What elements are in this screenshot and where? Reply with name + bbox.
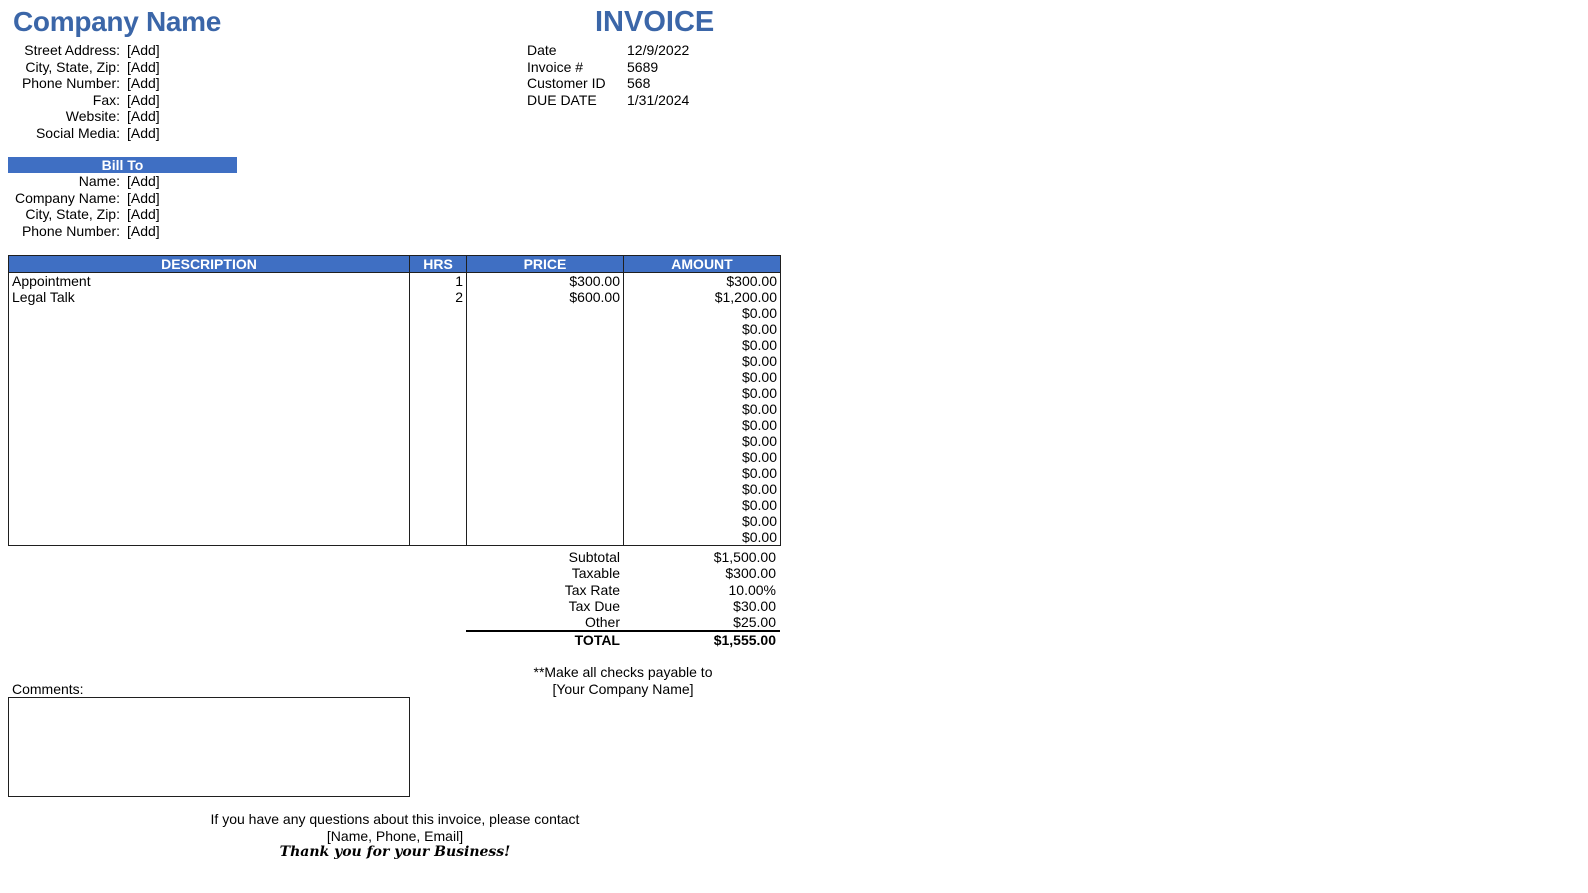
cell-description	[9, 337, 410, 353]
invoice-meta-label: DUE DATE	[527, 91, 597, 108]
company-info-row	[0, 59, 260, 75]
invoice-meta-value: 568	[627, 75, 651, 91]
cell-amount: $0.00	[624, 305, 781, 321]
cell-description	[9, 305, 410, 321]
table-row	[9, 513, 781, 529]
checks-note-line2: [Your Company Name]	[552, 680, 694, 697]
bill-to-row	[0, 223, 260, 239]
cell-description	[9, 529, 410, 546]
table-header-row	[9, 256, 781, 273]
cell-amount: $0.00	[624, 433, 781, 449]
cell-description	[9, 513, 410, 529]
company-info-value: [Add]	[127, 91, 160, 108]
checks-note	[466, 664, 780, 697]
cell-price	[467, 417, 624, 433]
cell-price	[467, 481, 624, 497]
cell-hrs	[410, 401, 467, 417]
summary-label: Other	[584, 614, 620, 631]
cell-price	[467, 497, 624, 513]
summary-value: $300.00	[725, 565, 776, 582]
bill-to-label: Phone Number:	[21, 222, 120, 239]
company-name: Company Name	[13, 6, 222, 37]
invoice-meta-label: Invoice #	[527, 58, 584, 75]
table-row	[9, 305, 781, 321]
total-row	[466, 632, 780, 648]
cell-hrs	[410, 385, 467, 401]
cell-description	[9, 449, 410, 465]
cell-amount: $0.00	[624, 417, 781, 433]
column-header-description: DESCRIPTION	[9, 256, 410, 273]
cell-price	[467, 337, 624, 353]
table-row	[9, 449, 781, 465]
cell-hrs	[410, 513, 467, 529]
company-info-label: Fax:	[92, 91, 120, 108]
company-info-row	[0, 125, 260, 141]
bill-to-label: Name:	[78, 173, 120, 189]
company-info-label: Phone Number:	[21, 75, 120, 91]
footer	[150, 811, 640, 861]
bill-to-value: [Add]	[127, 189, 160, 206]
bill-to-value: [Add]	[127, 206, 160, 222]
cell-hrs	[410, 433, 467, 449]
company-info-row	[0, 108, 260, 124]
table-body	[9, 273, 781, 546]
invoice-meta-label: Date	[527, 42, 557, 58]
invoice-meta-value: 1/31/2024	[627, 91, 690, 108]
cell-amount: $0.00	[624, 353, 781, 369]
summary-row	[466, 549, 780, 565]
table-row	[9, 465, 781, 481]
company-info-row	[0, 92, 260, 108]
company-info-label: Social Media:	[35, 124, 120, 141]
company-info-label: City, State, Zip:	[25, 58, 120, 75]
cell-price	[467, 353, 624, 369]
company-info-value: [Add]	[127, 108, 160, 124]
table-row	[9, 273, 781, 290]
summary-row	[466, 614, 780, 630]
cell-amount: $1,200.00	[624, 289, 781, 305]
invoice-meta	[527, 42, 747, 112]
cell-description	[9, 385, 410, 401]
table-row	[9, 497, 781, 513]
summary-value: $1,500.00	[713, 549, 776, 565]
company-info-label: Website:	[65, 108, 120, 124]
column-header-hrs: HRS	[410, 256, 467, 273]
bill-to-info	[0, 173, 260, 243]
table-row	[9, 369, 781, 385]
cell-description	[9, 417, 410, 433]
table-row	[9, 385, 781, 401]
footer-contact-placeholder: [Name, Phone, Email]	[326, 827, 464, 844]
company-info-value: [Add]	[127, 42, 160, 58]
cell-hrs	[410, 369, 467, 385]
cell-description	[9, 433, 410, 449]
footer-contact-line: If you have any questions about this invoice, please contact	[210, 811, 580, 827]
table-row	[9, 481, 781, 497]
bill-to-row	[0, 206, 260, 222]
cell-hrs	[410, 481, 467, 497]
cell-hrs	[410, 449, 467, 465]
table-row	[9, 337, 781, 353]
cell-price	[467, 385, 624, 401]
table-row	[9, 401, 781, 417]
table-row	[9, 529, 781, 546]
cell-description	[9, 369, 410, 385]
cell-price	[467, 321, 624, 337]
cell-hrs	[410, 417, 467, 433]
column-header-amount: AMOUNT	[624, 256, 781, 273]
cell-amount: $0.00	[624, 465, 781, 481]
cell-price	[467, 529, 624, 546]
total-label: TOTAL	[574, 632, 620, 648]
summary-label: Subtotal	[568, 549, 620, 565]
cell-hrs: 1	[410, 273, 467, 290]
company-info-value: [Add]	[127, 58, 160, 75]
cell-description	[9, 401, 410, 417]
bill-to-value: [Add]	[127, 173, 160, 189]
invoice-meta-value: 5689	[627, 58, 659, 75]
cell-amount: $0.00	[624, 529, 781, 546]
cell-hrs	[410, 353, 467, 369]
summary-row	[466, 582, 780, 598]
summary-value: 10.00%	[728, 581, 776, 598]
cell-price	[467, 369, 624, 385]
company-info	[0, 42, 260, 142]
cell-hrs	[410, 305, 467, 321]
invoice-meta-value: 12/9/2022	[627, 42, 690, 58]
cell-price	[467, 465, 624, 481]
table-row	[9, 433, 781, 449]
invoice-meta-label: Customer ID	[527, 75, 606, 91]
company-info-value: [Add]	[127, 75, 160, 91]
comments-box[interactable]	[8, 697, 410, 797]
cell-description: Appointment	[9, 273, 410, 290]
bill-to-header: Bill To	[8, 157, 237, 173]
cell-amount: $0.00	[624, 513, 781, 529]
cell-hrs: 2	[410, 289, 467, 305]
bill-to-row	[0, 190, 260, 206]
cell-price	[467, 449, 624, 465]
checks-note-line1: **Make all checks payable to	[533, 664, 713, 680]
cell-hrs	[410, 497, 467, 513]
column-header-price: PRICE	[467, 256, 624, 273]
cell-amount: $0.00	[624, 449, 781, 465]
cell-amount: $0.00	[624, 385, 781, 401]
company-info-label: Street Address:	[24, 42, 120, 58]
summary-value: $25.00	[733, 614, 776, 631]
invoice-meta-row	[527, 59, 747, 75]
cell-amount: $0.00	[624, 481, 781, 497]
summary-label: Tax Due	[568, 597, 620, 614]
cell-amount: $0.00	[624, 401, 781, 417]
summary-value: $30.00	[733, 597, 776, 614]
invoice-meta-row	[527, 42, 747, 58]
cell-price	[467, 433, 624, 449]
bill-to-label: Company Name:	[14, 189, 120, 206]
invoice-meta-row	[527, 92, 747, 108]
invoice-title: INVOICE	[595, 6, 715, 38]
summary-row	[466, 565, 780, 581]
comments-label: Comments:	[12, 681, 84, 697]
invoice-meta-row	[527, 75, 747, 91]
cell-amount: $0.00	[624, 337, 781, 353]
cell-price	[467, 305, 624, 321]
company-info-row	[0, 75, 260, 91]
table-row	[9, 289, 781, 305]
table-row	[9, 353, 781, 369]
bill-to-value: [Add]	[127, 222, 160, 239]
total-value: $1,555.00	[713, 632, 776, 648]
cell-price: $600.00	[467, 289, 624, 305]
cell-hrs	[410, 465, 467, 481]
cell-amount: $0.00	[624, 369, 781, 385]
cell-description	[9, 465, 410, 481]
cell-description: Legal Talk	[9, 289, 410, 305]
cell-amount: $300.00	[624, 273, 781, 290]
cell-amount: $0.00	[624, 321, 781, 337]
bill-to-row	[0, 173, 260, 189]
summary-label: Tax Rate	[564, 581, 620, 598]
cell-description	[9, 321, 410, 337]
summary-row	[466, 598, 780, 614]
cell-hrs	[410, 337, 467, 353]
bill-to-label: City, State, Zip:	[25, 206, 120, 222]
footer-thanks: Thank you for your Business!	[279, 844, 511, 860]
cell-description	[9, 481, 410, 497]
cell-price: $300.00	[467, 273, 624, 290]
cell-price	[467, 513, 624, 529]
cell-hrs	[410, 529, 467, 546]
summary-label: Taxable	[571, 565, 620, 582]
cell-description	[9, 497, 410, 513]
cell-description	[9, 353, 410, 369]
table-row	[9, 321, 781, 337]
cell-price	[467, 401, 624, 417]
cell-hrs	[410, 321, 467, 337]
table-row	[9, 417, 781, 433]
cell-amount: $0.00	[624, 497, 781, 513]
company-info-row	[0, 42, 260, 58]
items-table	[8, 255, 781, 546]
company-info-value: [Add]	[127, 124, 160, 141]
